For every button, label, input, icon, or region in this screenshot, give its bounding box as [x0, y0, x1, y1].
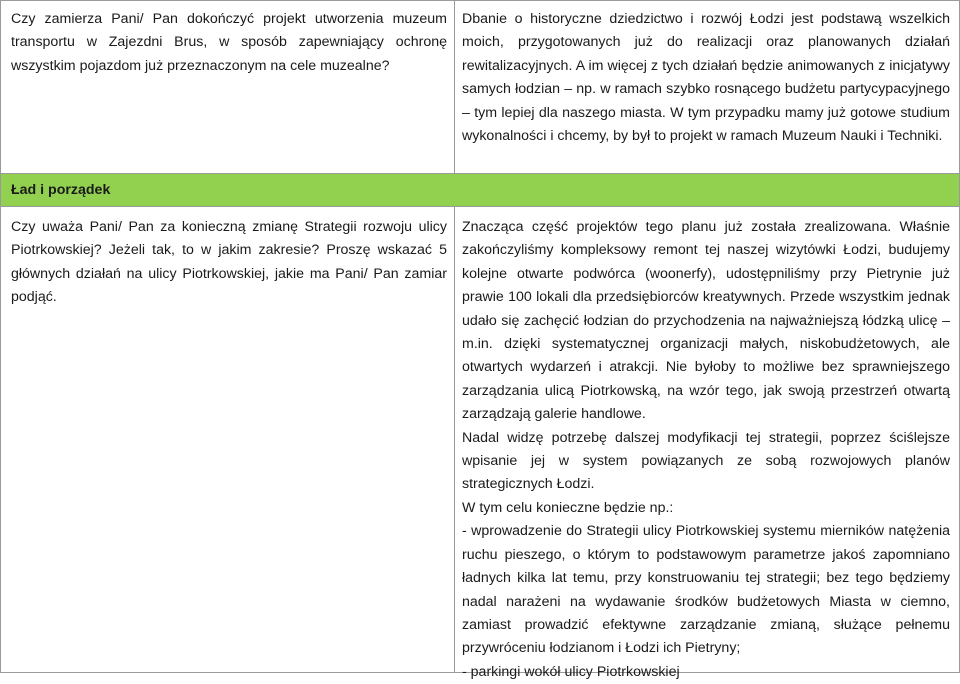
question-text: Czy zamierza Pani/ Pan dokończyć projekt utworzenia muzeum transportu w Zajezdni Brus, w sposób zapewniający ochronę wszystkim pojazdom już przeznaczonym na cele muzealne? [11, 11, 447, 74]
question-text: Czy uważa Pani/ Pan za konieczną zmianę Strategii rozwoju ulicy Piotrkowskiej? Jeżeli tak, to w jakim zakresie? Proszę wskazać 5 głównych działań na ulicy Piotrkowskiej, jakie ma Pani/ Pan zamiar podjąć. [11, 219, 447, 306]
question-cell [11, 8, 447, 78]
column-divider [454, 206, 455, 673]
section-header-row [1, 174, 959, 206]
answer-paragraph: - wprowadzenie do Strategii ulicy Piotrkowskiej systemu mierników natężenia ruchu pieszego, o którym to podstawowym parametrze jakoś zapomniano ładnych kilka lat temu, przy konstruowaniu tej strategii; bez tego będziemy nadal narażeni na wydawanie środków budżetowych Miasta w ciemno, zamiast prowadzić efektywne zarządzanie zmianą, służące pełnemu przywróceniu łodzianom i Łodzi ich Pietryny; [462, 523, 950, 657]
table-border-top [0, 0, 960, 1]
section-title: Ład i porządek [11, 182, 111, 198]
answer-text: Dbanie o historyczne dziedzictwo i rozwój Łodzi jest podstawą wszelkich moich, przygotowanych już do realizacji oraz planowanych działań rewitalizacyjnych. A im więcej z tych działań będzie animowanych z inicjatywy samych łodzian – np. w ramach szybko rosnącego budżetu partycypacyjnego – tym lepiej dla naszego miasta. W tym przypadku mamy już gotowe studium wykonalności i chcemy, by był to projekt w ramach Muzeum Nauki i Techniki. [462, 11, 950, 145]
answer-cell [462, 216, 950, 684]
answer-cell [462, 8, 950, 148]
answer-paragraph: Znacząca część projektów tego planu już została zrealizowana. Właśnie zakończyliśmy kompleksowy remont tej naszej wizytówki Łodzi, budujemy kolejne otwarte podwórca (woonerfy), udostępniliśmy przy Pietrynie już prawie 100 lokali dla przedsiębiorców kreatywnych. Przede wszystkim jednak udało się zachęcić łodzian do przychodzenia na najważniejszą łódzką ulicę – m.in. dzięki systematycznej organizacji małych, niskobudżetowych, ale otwartych wydarzeń i atrakcji. Nie byłoby to możliwe bez sprawniejszego zarządzania ulicą Piotrkowską, na wzór tego, jak swoją przestrzeń otwartą zarządzają galerie handlowe. [462, 219, 950, 423]
column-divider [454, 0, 455, 174]
table-border-left [0, 0, 1, 673]
answer-paragraph: W tym celu konieczne będzie np.: [462, 499, 674, 516]
row-divider [0, 206, 960, 207]
answer-paragraph: Nadal widzę potrzebę dalszej modyfikacji tej strategii, poprzez ściślejsze wpisanie jej w system powiązanych ze sobą rozwojowych planów strategicznych Łodzi. [462, 429, 950, 493]
question-cell [11, 216, 447, 310]
answer-paragraph: - parkingi wokół ulicy Piotrkowskiej [462, 663, 680, 680]
